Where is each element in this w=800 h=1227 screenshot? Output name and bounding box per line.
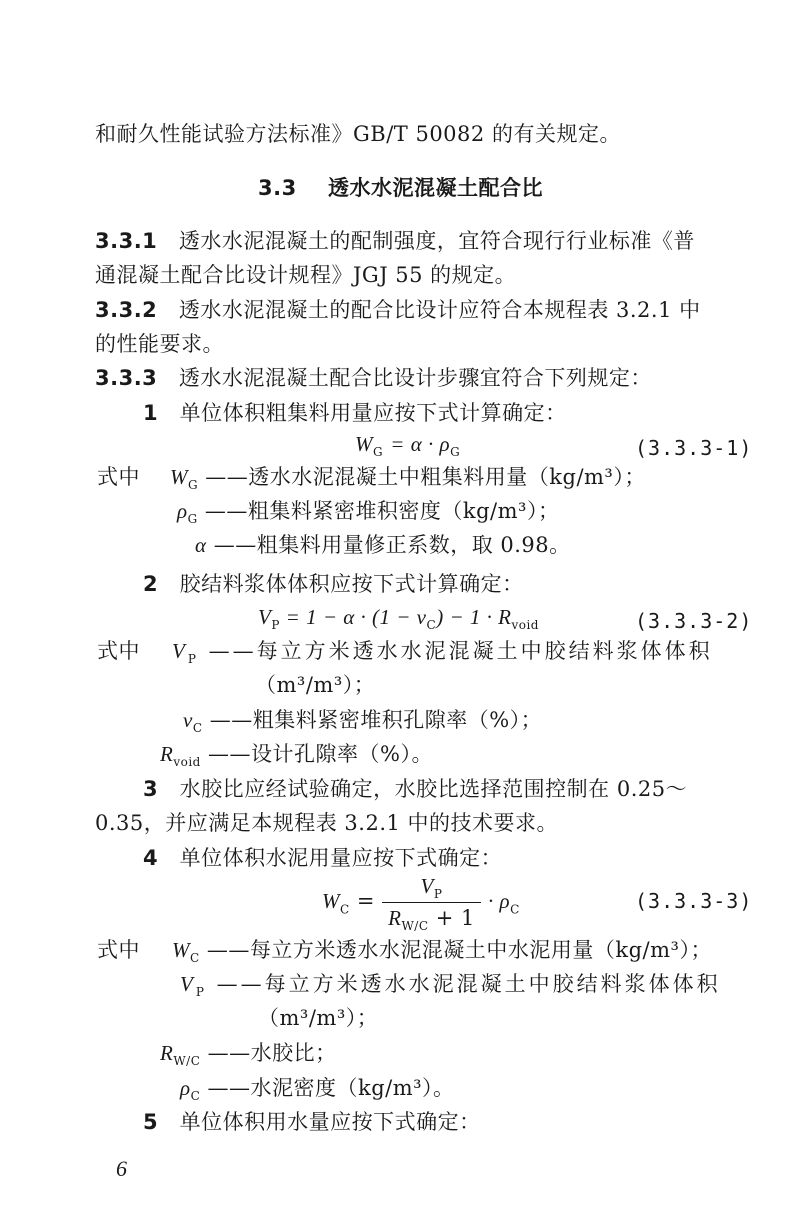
clause-3-3-1-cont: 通混凝土配合比设计规程》JGJ 55 的规定。 (95, 263, 517, 287)
continuation-line: 和耐久性能试验方法标准》GB/T 50082 的有关规定。 (95, 122, 621, 146)
equation-number: (3.3.3-1) (635, 436, 753, 460)
clause-text: 透水水泥混凝土的配制强度，宜符合现行行业标准《普 (178, 229, 695, 253)
item-number: 5 (143, 1110, 159, 1134)
where-label: 式中 (97, 938, 140, 962)
clause-3-3-1 (95, 231, 695, 252)
clause-3-3-2 (95, 300, 701, 321)
formula-3-3-3-3: $W_C$ = $\frac{V_P}{R_{W/C} + 1}$ · $\rho_C$ (322, 874, 520, 934)
item-number: 4 (143, 846, 159, 870)
item-text: 单位体积粗集料用量应按下式计算确定： (179, 401, 567, 425)
definition-rhog: $\rho_G$ ——粗集料紧密堆积密度（kg/m³）； (177, 499, 560, 527)
item-4 (143, 848, 502, 869)
equation-number: (3.3.3-3) (635, 889, 753, 913)
item-5 (143, 1112, 481, 1133)
definition-vp: $V_P$ ——每立方米透水水泥混凝土中胶结料浆体体积 (172, 639, 713, 667)
item-text: 胶结料浆体体积应按下式计算确定： (179, 572, 524, 596)
where-label: 式中 (97, 465, 140, 489)
definition-wc: $W_C$ ——每立方米透水水泥混凝土中水泥用量（kg/m³）； (172, 938, 712, 966)
definition-rwc: $R_{W/C}$ ——水胶比； (160, 1041, 337, 1069)
item-2 (143, 574, 524, 595)
item-3 (143, 779, 687, 800)
clause-3-3-3 (95, 368, 652, 389)
definition-vp-cont: （m³/m³）； (258, 1006, 379, 1030)
item-number: 3 (143, 777, 159, 801)
section-heading (258, 178, 543, 199)
item-number: 1 (143, 401, 159, 425)
definition-nuc: $\nu_C$ ——粗集料紧密堆积孔隙率（%）； (183, 708, 543, 736)
item-text: 单位体积用水量应按下式确定： (179, 1110, 481, 1134)
where-label: 式中 (97, 639, 140, 663)
formula-3-3-3-1: $W_G = \alpha \cdot \rho_G$ (355, 432, 461, 460)
clause-3-3-2-cont: 的性能要求。 (95, 332, 224, 356)
formula-3-3-3-2: $V_P = 1 - \alpha \cdot (1 - \nu_C) - 1 \cdot R_{void}$ (258, 605, 539, 633)
clause-number: 3.3.2 (95, 298, 158, 322)
clause-number: 3.3.3 (95, 366, 158, 390)
definition-vp: $V_P$ ——每立方米透水水泥混凝土中胶结料浆体体积 (180, 972, 721, 1000)
section-title: 透水水泥混凝土配合比 (327, 176, 543, 200)
definition-alpha: α ——粗集料用量修正系数，取 0.98。 (195, 533, 571, 557)
item-1 (143, 403, 567, 424)
definition-rvoid: $R_{void}$ ——设计孔隙率（%）。 (160, 742, 434, 770)
item-number: 2 (143, 572, 159, 596)
item-3-cont: 0.35，并应满足本规程表 3.2.1 中的技术要求。 (95, 811, 559, 835)
equation-number: (3.3.3-2) (635, 609, 753, 633)
fraction: $\frac{V_P}{R_{W/C} + 1}$ (382, 874, 481, 931)
page-number: 6 (116, 1156, 127, 1181)
section-number: 3.3 (258, 176, 297, 200)
item-text: 单位体积水泥用量应按下式确定： (179, 846, 503, 870)
clause-text: 透水水泥混凝土的配合比设计应符合本规程表 3.2.1 中 (178, 298, 701, 322)
clause-text: 透水水泥混凝土配合比设计步骤宜符合下列规定： (178, 366, 652, 390)
definition-rhoc: $\rho_C$ ——水泥密度（kg/m³）。 (180, 1076, 455, 1104)
definition-wg: $W_G$ ——透水水泥混凝土中粗集料用量（kg/m³）； (170, 465, 646, 493)
clause-number: 3.3.1 (95, 229, 158, 253)
definition-vp-cont: （m³/m³）； (255, 673, 376, 697)
item-text: 水胶比应经试验确定，水胶比选择范围控制在 0.25～ (179, 777, 688, 801)
